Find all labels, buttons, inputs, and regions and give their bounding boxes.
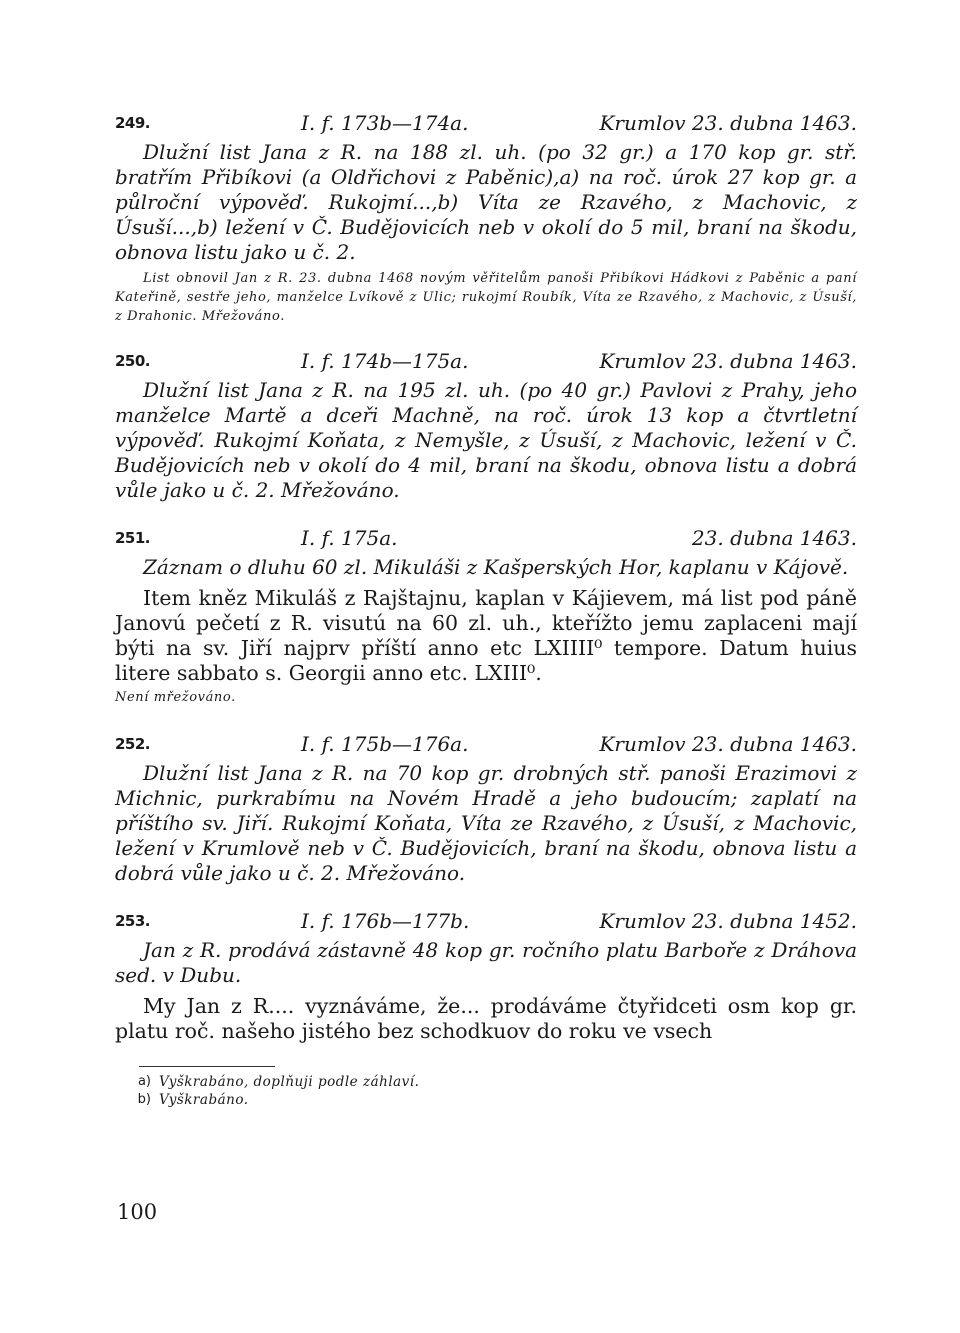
entry-body-text: Item kněz Mikuláš z Rajštajnu, kaplan v Kájievem, má list pod páně Janovú pečetí z R. visutú na 60 zl. uh., kteřížto jemu zaplaceni mají býti na sv. Jiří najprv příští anno etc LXIIII⁰ tempore. Datum huius litere sabbato s. Georgii anno etc. LXIII⁰.	[115, 586, 857, 685]
footnote-text: Vyškrabáno, doplňuji podle záhlaví.	[159, 1074, 420, 1090]
entry-header	[115, 729, 857, 759]
entry-regest: Jan z R. prodává zástavně 48 kop gr. ročního platu Barboře z Dráhova sed. v Dubu.	[115, 938, 857, 987]
entry-number: 251.	[115, 529, 151, 547]
entry-number: 249.	[115, 114, 151, 132]
entry-folio: I. f. 175a.	[301, 526, 398, 550]
entry-number: 250.	[115, 352, 151, 370]
entry-249	[115, 108, 857, 326]
entry-header	[115, 906, 857, 936]
entry-number: 253.	[115, 912, 151, 930]
footnote-mark: b)	[137, 1092, 151, 1107]
entry-header	[115, 108, 857, 138]
entry-place-date: 23. dubna 1463.	[691, 526, 857, 550]
footnote	[115, 1073, 857, 1091]
entry-folio: I. f. 173b—174a.	[301, 111, 469, 135]
entry-body-text: My Jan z R.... vyznáváme, že... prodáváme čtyřidceti osm kop gr. platu roč. našeho jistého bez schodkuov do roku ve vsech	[115, 994, 857, 1043]
footnote-divider	[139, 1066, 275, 1067]
entry-note: Není mřežováno.	[115, 690, 236, 705]
entry-number: 252.	[115, 735, 151, 753]
entry-253	[115, 906, 857, 1044]
entry-place-date: Krumlov 23. dubna 1452.	[599, 909, 857, 933]
footnote-mark: a)	[137, 1074, 151, 1089]
entry-regest: Dlužní list Jana z R. na 188 zl. uh. (po 32 gr.) a 170 kop gr. stř. bratřím Přibíkovi (a Oldřichovi z Paběnic),a) na roč. úrok 27 kop gr. a půlroční výpověď. Rukojmí...,b) Víta ze Rzavého, z Machovic, z Úsuší...,b) ležení v Č. Budějovicích neb v okolí do 5 mil, braní na škodu, obnova listu jako u č. 2.	[115, 140, 857, 264]
entry-regest: Záznam o dluhu 60 zl. Mikuláši z Kašperských Hor, kaplanu v Kájově.	[143, 555, 849, 579]
entry-folio: I. f. 176b—177b.	[301, 909, 470, 933]
entry-place-date: Krumlov 23. dubna 1463.	[599, 111, 857, 135]
footnote	[115, 1091, 857, 1109]
entry-place-date: Krumlov 23. dubna 1463.	[599, 349, 857, 373]
footnote-text: Vyškrabáno.	[159, 1092, 249, 1108]
entry-regest: Dlužní list Jana z R. na 195 zl. uh. (po 40 gr.) Pavlovi z Prahy, jeho manželce Martě a dceři Machně, na roč. úrok 13 kop a čtvrtletní výpověď. Rukojmí Koňata, z Nemyšle, z Úsuší, z Machovic, ležení v Č. Budějovicích neb v okolí do 4 mil, braní na škodu, obnova listu a dobrá vůle jako u č. 2. Mřežováno.	[115, 378, 857, 502]
entry-folio: I. f. 174b—175a.	[301, 349, 469, 373]
entry-regest: Dlužní list Jana z R. na 70 kop gr. drobných stř. panoši Erazimovi z Michnic, purkrabímu na Novém Hradě a jeho budoucím; zaplatí na příštího sv. Jiří. Rukojmí Koňata, Víta ze Rzavého, z Úsuší, z Machovic, ležení v Krumlově neb v Č. Budějovicích, braní na škodu, obnova listu a dobrá vůle jako u č. 2. Mřežováno.	[115, 761, 857, 885]
entry-header	[115, 523, 857, 553]
entry-250	[115, 346, 857, 503]
entry-header	[115, 346, 857, 376]
entry-place-date: Krumlov 23. dubna 1463.	[599, 732, 857, 756]
page-number: 100	[117, 1200, 158, 1224]
entry-252	[115, 729, 857, 886]
page-content	[115, 108, 857, 1109]
footnotes	[115, 1073, 857, 1109]
entry-folio: I. f. 175b—176a.	[301, 732, 469, 756]
entry-251	[115, 523, 857, 707]
entry-note: List obnovil Jan z R. 23. dubna 1468 novým věřitelům panoši Přibíkovi Hádkovi z Paběnic a paní Kateřině, sestře jeho, manželce Lvíkově z Ulic; rukojmí Roubík, Víta ze Rzavého, z Machovic, z Úsuší, z Drahonic. Mřežováno.	[115, 271, 857, 324]
